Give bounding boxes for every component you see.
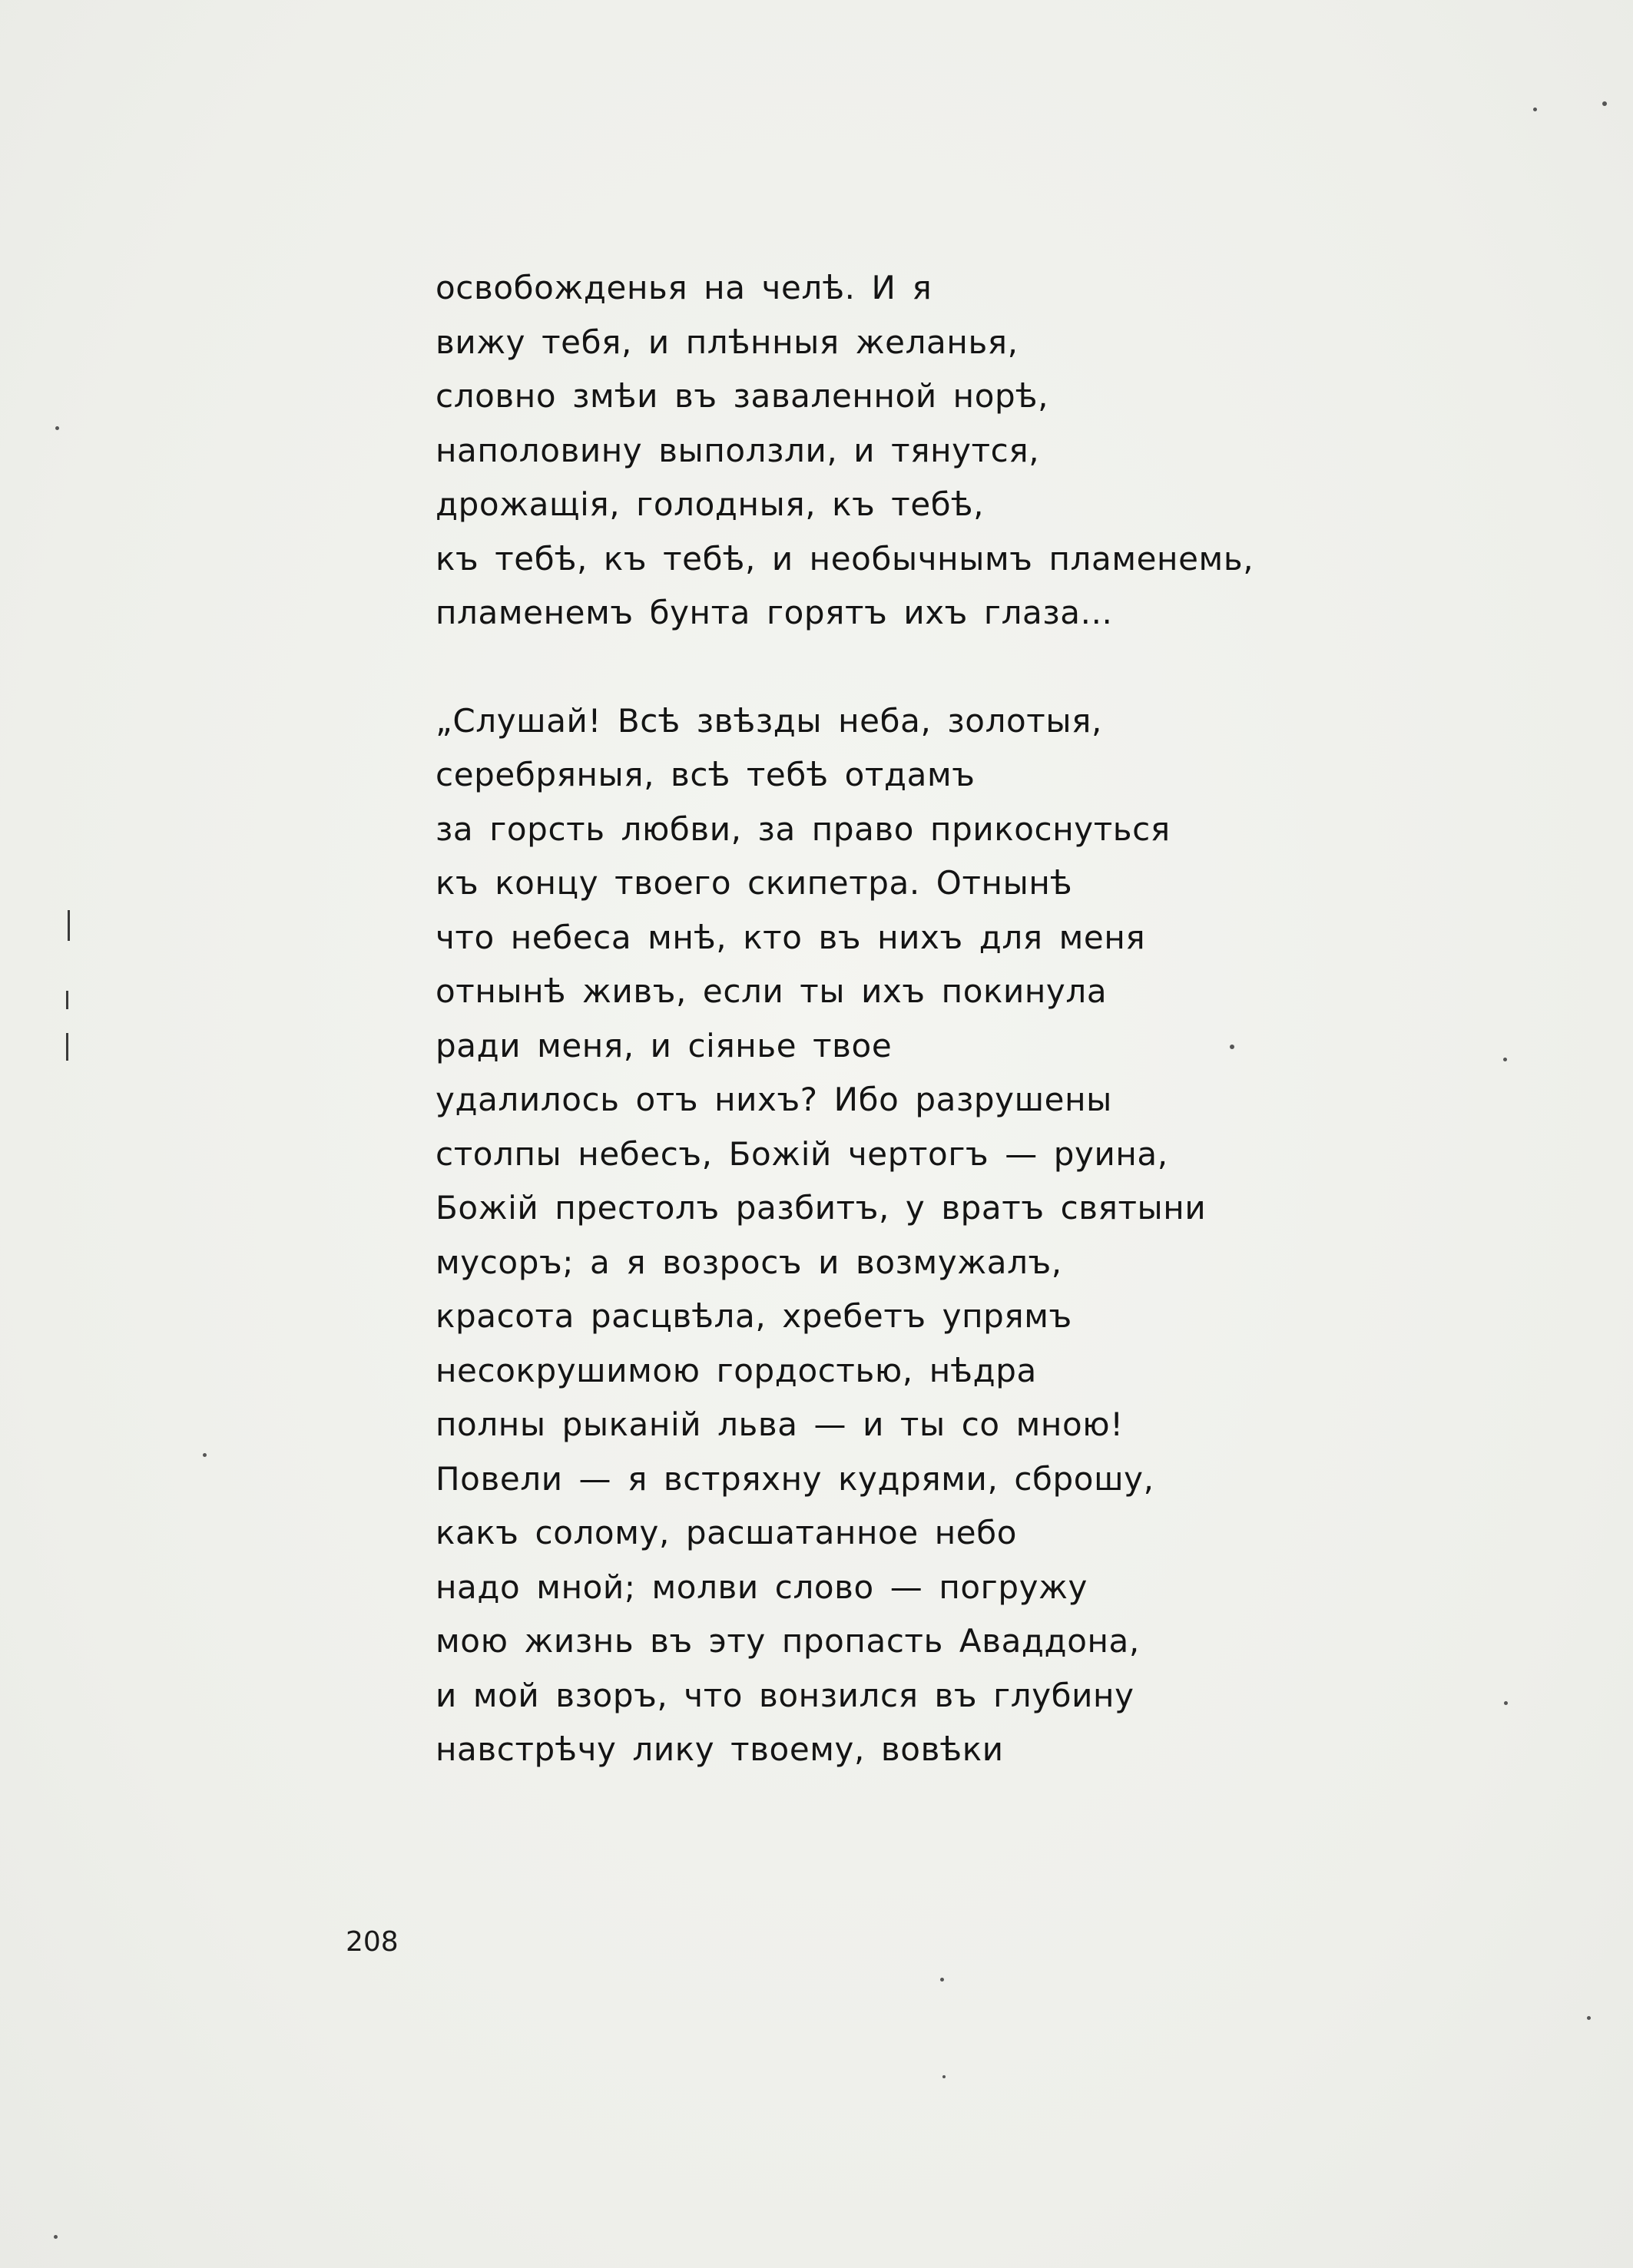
poem-line: ради меня, и сіянье твое xyxy=(436,1026,893,1064)
paper-speck xyxy=(55,426,59,430)
paper-speck xyxy=(1504,1701,1508,1705)
poem-line: пламенемъ бунта горятъ ихъ глаза... xyxy=(436,594,1113,631)
poem-line: полны рыканій льва — и ты со мною! xyxy=(436,1405,1124,1443)
poem-line: и мой взоръ, что вонзился въ глубину xyxy=(436,1676,1134,1714)
poem-line: красота расцвѣла, хребетъ упрямъ xyxy=(436,1297,1072,1335)
poem-line: столпы небесъ, Божій чертогъ — руина, xyxy=(436,1134,1168,1173)
stanza-2 xyxy=(436,694,1319,1777)
poem-line: серебряныя, всѣ тебѣ отдамъ xyxy=(436,756,975,793)
poem-line: „Слушай! Всѣ звѣзды неба, золотыя, xyxy=(436,701,1102,740)
poem-text xyxy=(436,261,1319,1777)
paper-speck xyxy=(1503,1058,1507,1061)
paper-speck xyxy=(54,2235,58,2239)
paper-speck xyxy=(1533,108,1537,111)
stanza-1 xyxy=(436,261,1319,641)
poem-line: какъ солому, расшатанное небо xyxy=(436,1514,1018,1551)
poem-line: надо мной; молви слово — погружу xyxy=(436,1568,1088,1606)
poem-line: что небеса мнѣ, кто въ нихъ для меня xyxy=(436,918,1146,956)
poem-line: несокрушимою гордостью, нѣдра xyxy=(436,1351,1037,1389)
margin-mark xyxy=(66,991,68,1009)
paper-speck xyxy=(203,1453,207,1457)
poem-line: удалилось отъ нихъ? Ибо разрушены xyxy=(436,1081,1112,1118)
page-number: 208 xyxy=(346,1926,399,1958)
paper-speck xyxy=(1602,101,1607,106)
poem-line: наполовину выползли, и тянутся, xyxy=(436,431,1040,469)
poem-line: дрожащія, голодныя, къ тебѣ, xyxy=(436,485,985,523)
poem-line: за горсть любви, за право прикоснуться xyxy=(436,810,1171,848)
poem-line: къ концу твоего скипетра. Отнынѣ xyxy=(436,864,1073,902)
poem-line: отнынѣ живъ, если ты ихъ покинула xyxy=(436,972,1108,1010)
paper-speck xyxy=(1230,1045,1234,1049)
poem-line: къ тебѣ, къ тебѣ, и необычнымъ пламенемь, xyxy=(436,539,1254,578)
poem-line: Божій престолъ разбитъ, у вратъ святыни xyxy=(436,1189,1207,1227)
paper-speck xyxy=(942,2075,946,2078)
poem-line: словно змѣи въ заваленной норѣ, xyxy=(436,377,1049,415)
paper-speck xyxy=(1587,2016,1591,2020)
poem-line: освобожденья на челѣ. И я xyxy=(436,269,932,306)
poem-line: вижу тебя, и плѣнныя желанья, xyxy=(436,323,1019,361)
paper-speck xyxy=(940,1978,944,1982)
poem-line: Повели — я встряхну кудрями, сброшу, xyxy=(436,1459,1154,1498)
margin-mark xyxy=(66,1033,68,1061)
poem-line: мусоръ; а я возросъ и возмужалъ, xyxy=(436,1243,1062,1281)
poem-line: мою жизнь въ эту пропасть Аваддона, xyxy=(436,1622,1140,1660)
margin-mark xyxy=(68,910,70,941)
poem-line: навстрѣчу лику твоему, вовѣки xyxy=(436,1730,1004,1768)
